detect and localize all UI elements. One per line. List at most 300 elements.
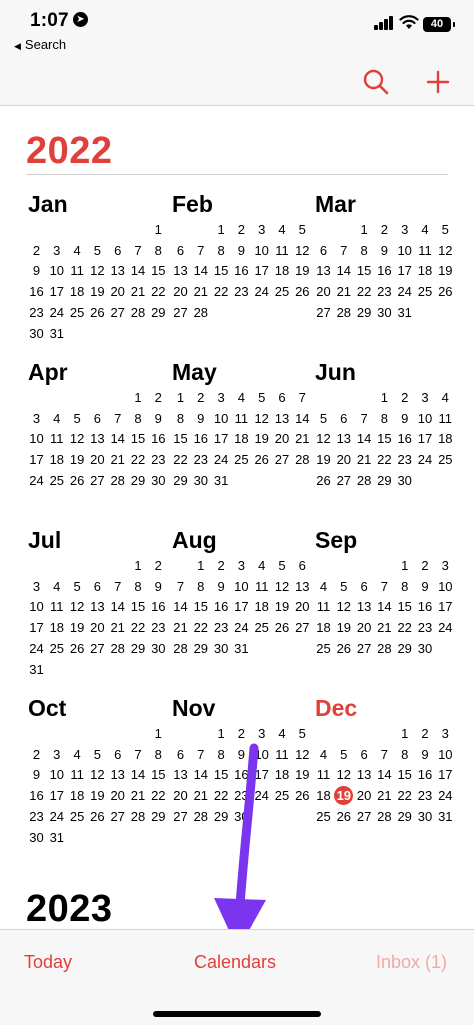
day-grid — [170, 724, 310, 848]
day-cell: 30 — [417, 640, 433, 656]
day-cell: 21 — [193, 284, 209, 300]
day-cell: 6 — [319, 242, 328, 258]
day-cell: 16 — [193, 431, 209, 447]
day-cell: 12 — [295, 242, 310, 258]
month-name: Oct — [28, 695, 67, 721]
day-grid — [313, 724, 453, 848]
day-cell: 28 — [377, 808, 392, 824]
cellular-signal-icon — [374, 16, 394, 30]
day-cell: 25 — [69, 304, 85, 320]
month-mar[interactable] — [313, 190, 453, 344]
month-name: Feb — [172, 191, 213, 217]
day-cell: 12 — [438, 242, 453, 258]
day-cell: 7 — [340, 242, 348, 258]
day-cell: 4 — [73, 242, 81, 258]
day-cell: 3 — [53, 242, 61, 258]
day-cell: 23 — [234, 284, 249, 300]
day-cell: 28 — [130, 304, 146, 320]
day-cell: 16 — [417, 767, 433, 783]
day-cell: 28 — [110, 472, 125, 488]
day-cell: 30 — [29, 325, 44, 341]
month-name: Nov — [172, 695, 216, 721]
day-cell: 23 — [193, 452, 209, 468]
day-cell: 6 — [278, 390, 286, 405]
day-cell: 14 — [130, 767, 146, 783]
day-cell: 5 — [278, 558, 286, 573]
day-cell: 18 — [438, 431, 453, 447]
back-to-search-link[interactable] — [14, 37, 66, 52]
day-cell: 21 — [173, 620, 188, 636]
day-cell: 18 — [417, 263, 433, 279]
day-cell: 20 — [173, 284, 188, 300]
day-cell: 28 — [110, 640, 125, 656]
day-cell: 16 — [29, 788, 44, 804]
day-cell: 10 — [234, 578, 249, 594]
day-cell: 30 — [151, 640, 166, 656]
day-cell: 4 — [441, 390, 449, 405]
day-cell: 2 — [154, 558, 162, 573]
day-cell: 6 — [360, 578, 368, 594]
day-cell: 11 — [438, 410, 453, 426]
day-cell: 9 — [154, 410, 162, 426]
day-cell: 9 — [421, 578, 429, 594]
day-cell: 7 — [380, 746, 388, 762]
day-cell: 24 — [29, 640, 44, 656]
day-cell: 21 — [377, 620, 392, 636]
day-cell: 29 — [151, 808, 166, 824]
day-cell: 6 — [93, 578, 101, 594]
day-cell: 14 — [110, 599, 125, 615]
day-cell: 22 — [377, 452, 392, 468]
day-cell: 26 — [69, 640, 85, 656]
day-cell: 14 — [110, 431, 125, 447]
day-cell: 5 — [441, 222, 449, 237]
day-cell: 22 — [397, 788, 412, 804]
month-nov[interactable] — [170, 694, 310, 848]
day-cell: 23 — [377, 284, 392, 300]
day-cell: 7 — [360, 410, 368, 426]
day-cell: 29 — [151, 304, 166, 320]
month-name: Mar — [315, 191, 356, 217]
month-oct[interactable] — [26, 694, 166, 848]
day-cell: 29 — [356, 304, 372, 320]
day-cell: 25 — [69, 808, 85, 824]
day-cell: 19 — [69, 620, 85, 636]
tab-calendars[interactable]: Calendars — [194, 952, 277, 972]
day-cell: 23 — [151, 452, 166, 468]
day-cell: 20 — [110, 284, 125, 300]
day-cell: 26 — [254, 452, 269, 468]
day-cell: 20 — [356, 788, 372, 804]
day-cell: 25 — [254, 620, 269, 636]
day-cell: 16 — [234, 767, 249, 783]
day-cell: 13 — [356, 767, 372, 783]
day-cell: 16 — [234, 263, 249, 279]
add-event-button[interactable] — [420, 64, 456, 100]
month-feb[interactable] — [170, 190, 310, 344]
month-jun[interactable] — [313, 358, 453, 512]
day-cell: 19 — [295, 767, 310, 783]
month-sep[interactable] — [313, 526, 453, 680]
day-cell: 16 — [151, 431, 166, 447]
day-cell: 18 — [49, 620, 65, 636]
day-cell: 28 — [295, 452, 310, 468]
day-cell: 19 — [90, 788, 105, 804]
year-title-next[interactable]: 2023 — [26, 888, 113, 929]
day-cell: 14 — [173, 599, 188, 615]
day-cell: 1 — [217, 222, 225, 237]
day-cell: 31 — [49, 325, 65, 341]
day-cell: 1 — [380, 390, 388, 405]
today-marker: 19 — [333, 786, 354, 806]
day-cell: 15 — [130, 431, 146, 447]
day-cell: 10 — [254, 242, 269, 258]
day-cell: 9 — [237, 746, 245, 762]
day-cell: 24 — [397, 284, 412, 300]
day-cell: 19 — [69, 452, 85, 468]
day-cell: 5 — [73, 410, 81, 426]
day-cell: 30 — [397, 472, 412, 488]
day-cell: 18 — [49, 452, 65, 468]
month-dec[interactable] — [313, 694, 453, 848]
day-cell: 21 — [110, 620, 125, 636]
wifi-icon — [399, 14, 419, 30]
day-cell: 8 — [154, 242, 162, 258]
day-cell: 23 — [29, 304, 44, 320]
day-cell: 15 — [213, 263, 229, 279]
day-cell: 21 — [336, 284, 352, 300]
day-cell: 2 — [421, 726, 429, 741]
day-cell: 17 — [417, 431, 433, 447]
day-cell: 11 — [70, 767, 84, 783]
day-cell: 7 — [114, 578, 122, 594]
day-cell: 17 — [234, 599, 249, 615]
day-cell: 5 — [298, 726, 306, 741]
day-cell: 8 — [176, 410, 185, 426]
day-cell: 3 — [441, 726, 449, 741]
year-title-current[interactable]: 2022 — [26, 130, 113, 172]
day-cell: 18 — [254, 599, 269, 615]
day-cell: 3 — [258, 222, 266, 237]
day-cell: 2 — [217, 558, 225, 573]
day-cell: 23 — [397, 452, 412, 468]
day-cell: 26 — [336, 640, 352, 656]
calendar-toolbar — [0, 60, 474, 106]
day-cell: 10 — [49, 767, 65, 783]
day-cell: 24 — [438, 620, 453, 636]
day-cell: 23 — [151, 620, 166, 636]
day-cell: 13 — [274, 410, 290, 426]
day-cell: 25 — [274, 788, 290, 804]
day-cell: 12 — [69, 599, 85, 615]
day-cell: 3 — [421, 390, 429, 405]
day-cell: 9 — [32, 767, 41, 783]
day-grid — [313, 220, 453, 344]
day-grid — [26, 556, 166, 680]
day-cell: 22 — [213, 788, 229, 804]
day-cell: 22 — [130, 620, 146, 636]
day-cell: 30 — [151, 472, 166, 488]
day-cell: 20 — [90, 620, 105, 636]
day-cell: 5 — [93, 746, 101, 762]
battery-icon: 40 — [423, 17, 451, 32]
month-apr[interactable] — [26, 358, 166, 512]
day-cell: 12 — [90, 767, 105, 783]
day-cell: 14 — [193, 263, 209, 279]
day-cell: 29 — [377, 472, 392, 488]
day-cell: 7 — [114, 410, 122, 426]
day-cell: 9 — [197, 410, 205, 426]
day-cell: 19 — [274, 599, 290, 615]
day-cell: 19 — [316, 452, 331, 468]
day-cell: 30 — [29, 829, 44, 845]
month-name: Sep — [315, 527, 358, 553]
day-cell: 3 — [32, 410, 41, 426]
day-cell: 19 — [90, 284, 105, 300]
tab-today[interactable]: Today — [24, 952, 73, 972]
day-cell: 1 — [176, 390, 185, 405]
day-cell: 25 — [49, 472, 65, 488]
day-cell: 11 — [316, 599, 331, 615]
day-cell: 26 — [295, 788, 310, 804]
day-cell: 21 — [130, 788, 146, 804]
day-cell: 10 — [397, 242, 412, 258]
day-cell: 29 — [213, 808, 229, 824]
day-cell: 27 — [110, 304, 125, 320]
day-cell: 1 — [154, 726, 162, 741]
day-cell: 12 — [274, 578, 290, 594]
day-cell: 30 — [377, 304, 392, 320]
day-cell: 17 — [29, 452, 44, 468]
year-view[interactable] — [0, 106, 474, 929]
day-cell: 20 — [356, 620, 372, 636]
day-cell: 14 — [336, 263, 352, 279]
day-cell: 15 — [377, 431, 392, 447]
day-cell: 3 — [237, 558, 245, 573]
day-cell: 5 — [93, 242, 101, 258]
day-cell: 10 — [49, 263, 65, 279]
day-cell: 18 — [69, 284, 85, 300]
day-cell: 25 — [234, 452, 249, 468]
day-cell: 10 — [213, 410, 229, 426]
day-cell: 18 — [316, 788, 331, 804]
day-cell: 13 — [356, 599, 372, 615]
day-cell: 7 — [134, 242, 142, 258]
day-cell: 22 — [193, 620, 209, 636]
day-cell: 11 — [418, 242, 432, 258]
day-cell: 27 — [356, 640, 372, 656]
status-time: 1:07 — [30, 10, 69, 31]
day-cell: 11 — [50, 431, 64, 447]
day-cell: 12 — [336, 599, 352, 615]
day-cell: 19 — [295, 263, 310, 279]
day-cell: 23 — [29, 808, 44, 824]
day-cell: 10 — [29, 431, 44, 447]
month-jan[interactable] — [26, 190, 166, 344]
day-cell: 27 — [110, 808, 125, 824]
day-cell: 1 — [217, 726, 225, 741]
location-icon: ➤ — [73, 12, 88, 27]
day-cell: 15 — [151, 263, 166, 279]
day-cell: 28 — [193, 304, 209, 320]
day-cell: 17 — [213, 431, 229, 447]
day-cell: 30 — [234, 808, 249, 824]
tab-bar — [0, 929, 474, 1025]
day-cell: 22 — [397, 620, 412, 636]
day-cell: 29 — [130, 640, 146, 656]
day-cell: 2 — [154, 390, 162, 405]
day-cell: 31 — [438, 808, 453, 824]
day-cell: 8 — [197, 578, 205, 594]
day-cell: 12 — [90, 263, 105, 279]
day-cell: 14 — [356, 431, 372, 447]
day-cell: 4 — [73, 746, 81, 762]
day-cell: 25 — [316, 640, 331, 656]
day-cell: 6 — [176, 242, 185, 258]
day-cell: 5 — [73, 578, 81, 594]
day-cell: 18 — [69, 788, 85, 804]
day-cell: 27 — [90, 640, 105, 656]
day-cell: 1 — [154, 222, 162, 237]
day-cell: 8 — [380, 410, 388, 426]
day-cell: 13 — [295, 578, 310, 594]
day-cell: 28 — [130, 808, 146, 824]
day-cell: 20 — [295, 599, 310, 615]
day-cell: 25 — [417, 284, 433, 300]
day-cell: 15 — [130, 599, 146, 615]
day-cell: 22 — [151, 284, 166, 300]
day-cell: 2 — [380, 222, 388, 237]
day-cell: 11 — [234, 410, 249, 426]
month-name: Aug — [172, 527, 217, 553]
day-cell: 6 — [176, 746, 185, 762]
day-cell: 22 — [213, 284, 229, 300]
day-cell: 2 — [32, 242, 41, 258]
day-cell: 6 — [298, 558, 306, 573]
day-cell: 5 — [340, 578, 348, 594]
day-cell: 12 — [69, 431, 85, 447]
day-grid — [26, 724, 166, 848]
day-cell: 28 — [377, 640, 392, 656]
day-cell: 15 — [397, 599, 412, 615]
day-cell: 29 — [193, 640, 209, 656]
day-cell: 18 — [234, 431, 249, 447]
day-cell: 10 — [438, 746, 453, 762]
day-cell: 21 — [356, 452, 372, 468]
year-divider — [26, 174, 448, 175]
day-cell: 8 — [134, 410, 142, 426]
day-cell: 25 — [49, 640, 65, 656]
day-cell: 6 — [114, 242, 122, 258]
day-cell: 2 — [237, 222, 245, 237]
day-cell: 7 — [197, 242, 205, 258]
day-cell: 4 — [319, 746, 328, 762]
day-cell: 8 — [154, 746, 162, 762]
back-label: Search — [24, 37, 67, 52]
day-cell: 20 — [110, 788, 125, 804]
month-jul[interactable] — [26, 526, 166, 680]
day-cell: 15 — [397, 767, 412, 783]
day-cell: 3 — [441, 558, 449, 573]
day-cell: 16 — [29, 284, 44, 300]
day-cell: 1 — [134, 390, 142, 405]
search-button[interactable] — [358, 64, 394, 100]
day-cell: 13 — [316, 263, 331, 279]
month-name: Jul — [28, 527, 62, 553]
day-cell: 5 — [258, 390, 266, 405]
day-cell: 11 — [275, 746, 289, 762]
day-cell: 20 — [90, 452, 105, 468]
day-cell: 17 — [438, 599, 453, 615]
day-cell: 4 — [53, 578, 61, 594]
day-cell: 8 — [134, 578, 142, 594]
day-cell: 11 — [275, 242, 289, 258]
day-cell: 3 — [32, 578, 41, 594]
day-cell: 24 — [234, 620, 249, 636]
day-cell: 4 — [421, 222, 429, 237]
day-cell: 14 — [295, 410, 310, 426]
day-cell: 21 — [377, 788, 392, 804]
status-bar — [0, 0, 474, 60]
month-name: Apr — [28, 359, 68, 385]
day-cell: 7 — [298, 390, 306, 405]
day-grid — [26, 220, 166, 344]
day-cell: 3 — [217, 390, 225, 405]
home-indicator[interactable] — [153, 1011, 321, 1017]
day-cell: 2 — [32, 746, 41, 762]
day-cell: 10 — [438, 578, 453, 594]
day-cell: 23 — [417, 620, 433, 636]
day-cell: 14 — [377, 599, 392, 615]
plus-icon — [425, 69, 451, 95]
day-cell: 1 — [134, 558, 142, 573]
day-cell: 1 — [360, 222, 368, 237]
day-cell: 27 — [295, 620, 310, 636]
month-name: Jun — [315, 359, 356, 385]
day-cell: 20 — [274, 431, 290, 447]
day-cell: 9 — [237, 242, 245, 258]
month-aug[interactable] — [170, 526, 310, 680]
day-cell: 15 — [151, 767, 166, 783]
day-cell: 28 — [356, 472, 372, 488]
day-cell: 4 — [319, 578, 328, 594]
day-cell: 24 — [29, 472, 44, 488]
day-cell: 21 — [295, 431, 310, 447]
day-cell: 14 — [193, 767, 209, 783]
day-cell: 18 — [274, 263, 290, 279]
day-cell: 17 — [438, 767, 453, 783]
tab-inbox[interactable]: Inbox (1) — [376, 952, 448, 972]
day-cell: 27 — [316, 304, 331, 320]
day-cell: 7 — [197, 746, 205, 762]
day-cell: 30 — [213, 640, 229, 656]
month-name: May — [172, 359, 217, 385]
day-cell: 25 — [316, 808, 331, 824]
day-cell: 29 — [130, 472, 146, 488]
day-cell: 17 — [49, 788, 65, 804]
search-icon — [362, 68, 390, 96]
day-grid — [313, 388, 453, 512]
day-cell: 8 — [401, 578, 409, 594]
day-cell: 25 — [274, 284, 290, 300]
month-may[interactable] — [170, 358, 310, 512]
day-cell: 31 — [213, 472, 229, 488]
day-cell: 10 — [417, 410, 433, 426]
day-cell: 28 — [193, 808, 209, 824]
day-cell: 26 — [438, 284, 453, 300]
day-cell: 13 — [110, 263, 125, 279]
day-cell: 27 — [336, 472, 352, 488]
